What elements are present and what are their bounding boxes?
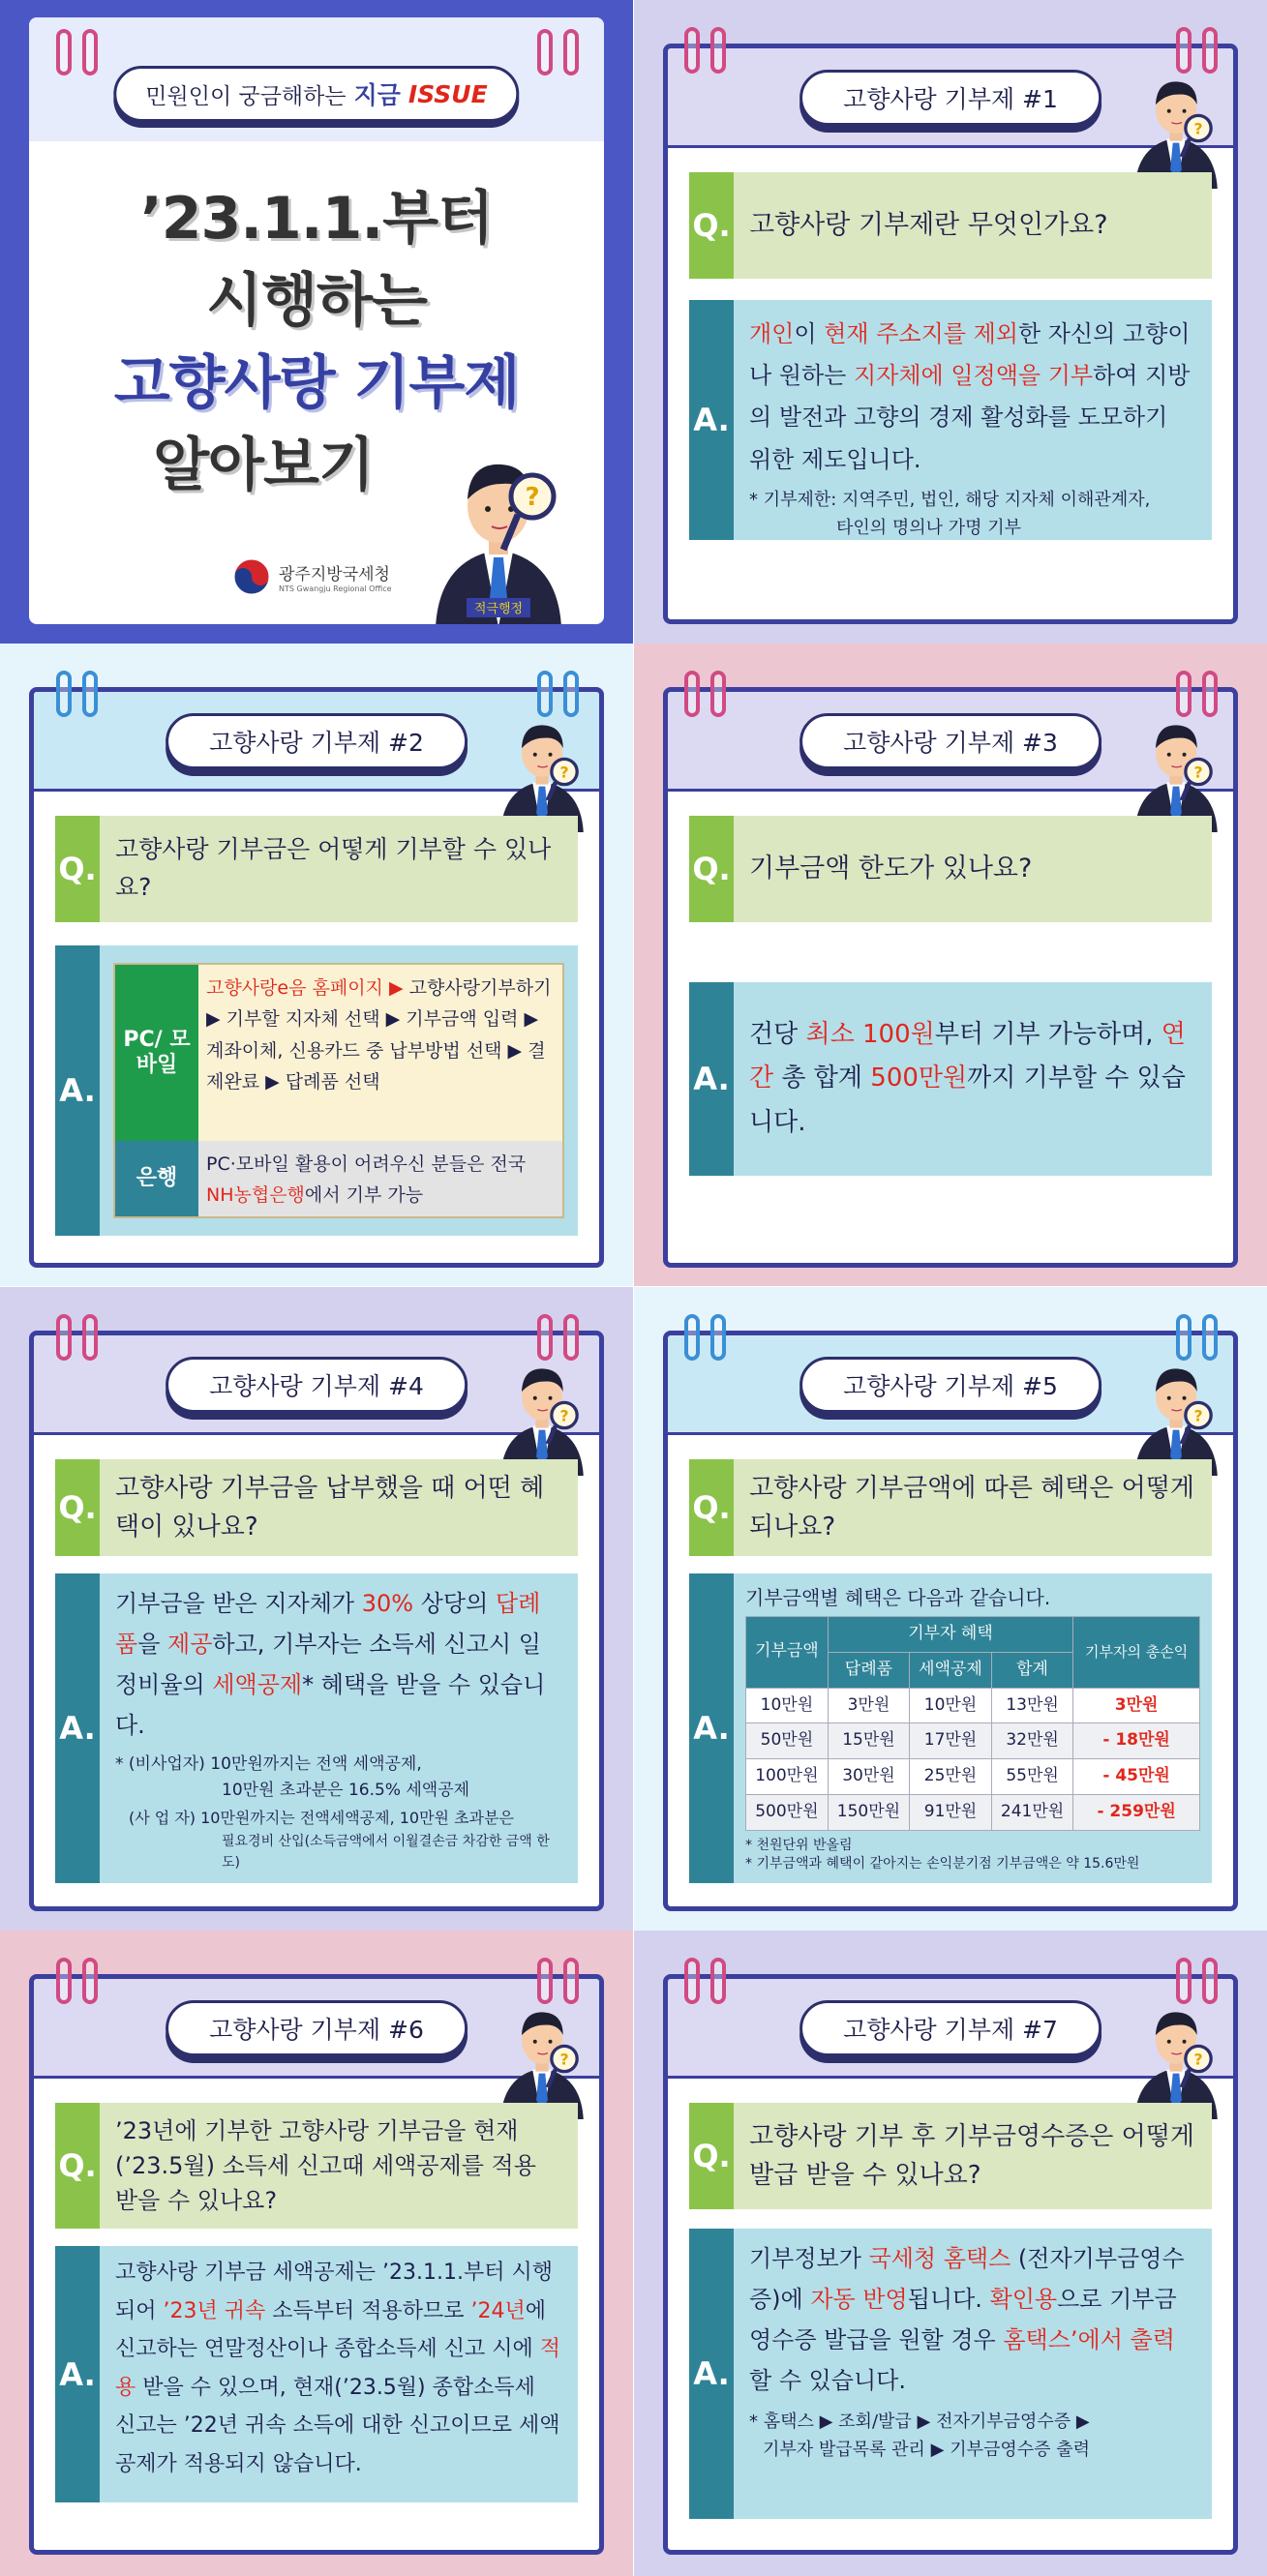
answer-note-2: 기부자 발급목록 관리 ▶ 기부금영수증 출력 (763, 2439, 1091, 2460)
highlight-text: 지자체에 일정액을 기부 (854, 362, 1094, 390)
answer-body (100, 1573, 578, 1883)
table-cell: 17만원 (910, 1723, 992, 1759)
card-title: 고향사랑 기부제 #5 (799, 1357, 1101, 1413)
binder-ring-icon (563, 1314, 579, 1361)
a-label: A. (689, 1573, 734, 1883)
answer-text-segment: 받을 수 있으며, 현재(’23.5월) 종합소득세 신고는 ’22년 귀속 소득에 대한 신고이므로 세액공제가 적용되지 않습니다. (115, 2375, 560, 2476)
highlight-text: 답례품 (115, 1590, 541, 1658)
a-label: A. (689, 2229, 734, 2519)
binder-ring-icon (684, 27, 700, 74)
answer-row (55, 945, 578, 1236)
binder-ring-right (1176, 1314, 1218, 1361)
cover-pill-issue: ISSUE (407, 79, 488, 108)
table-cell: 10만원 (746, 1688, 829, 1723)
binder-ring-icon (710, 1314, 726, 1361)
binder-ring-icon (56, 1314, 72, 1361)
cover-panel (0, 0, 633, 644)
answer-text-segment: 이 (794, 320, 825, 347)
a-label: A. (55, 1573, 100, 1883)
card-title: 고향사랑 기부제 #3 (799, 713, 1101, 769)
cover-org-en: NTS Gwangju Regional Office (279, 584, 392, 593)
binder-ring-icon (56, 1958, 72, 2004)
answer-text-segment: 에 신고하는 연말정산이나 종합소득세 신고 시에 (115, 2298, 547, 2362)
highlight-text: 제공 (167, 1631, 213, 1658)
binder-ring-icon (537, 1958, 553, 2004)
card-5 (663, 1331, 1238, 1911)
highlight-text: 최소 100원 (805, 1019, 935, 1049)
card-4-panel (0, 1287, 633, 1931)
pc-link: 고향사랑e음 홈페이지 ▶ (206, 977, 404, 999)
table-cell: 32만원 (991, 1723, 1072, 1759)
magnifier-man-icon (494, 711, 590, 832)
binder-ring-icon (684, 671, 700, 717)
table-cell: - 18만원 (1073, 1723, 1200, 1759)
table-cell: 25만원 (910, 1759, 992, 1795)
binder-ring-right (1176, 671, 1218, 717)
highlight-text: ’23년 귀속 (163, 2298, 266, 2323)
cover-title-line1: ’23.1.1.부터 (139, 185, 494, 253)
q-label: Q. (55, 2103, 100, 2229)
benefit-table-body (746, 1688, 1200, 1830)
binder-ring-left (56, 1958, 98, 2004)
binder-ring-icon (56, 29, 72, 75)
question-text: 기부금액 한도가 있나요? (734, 816, 1212, 922)
binder-ring-left (684, 27, 726, 74)
binder-ring-icon (56, 671, 72, 717)
card-title: 고향사랑 기부제 #1 (799, 70, 1101, 126)
answer-note-4: 필요경비 산입(소득금액에서 이월결손금 차감한 금액 한도) (222, 1833, 550, 1872)
cover-title-line2: 시행하는 (206, 267, 427, 335)
answer-note-2: * 기부금액과 혜택이 같아지는 손익분기점 기부금액은 약 15.6만원 (745, 1856, 1140, 1872)
answer-text (749, 2238, 1196, 2401)
answer-text-segment: 하고, 기부자는 소득세 신고시 일정비율의 (115, 1631, 541, 1698)
answer-row (55, 1573, 578, 1883)
magnifier-man-icon (1128, 68, 1224, 189)
magnifier-man-icon (494, 1998, 590, 2119)
card-3-panel (634, 644, 1267, 1286)
highlight-text: 국세청 홈택스 (868, 2245, 1011, 2272)
binder-ring-left (56, 671, 98, 717)
table-row (746, 1723, 1200, 1759)
answer-note-1: * 천원단위 반올림 (745, 1837, 853, 1853)
answer-text-segment: 기부금을 받은 지자체가 (115, 1590, 362, 1617)
card-3 (663, 687, 1238, 1268)
q-label: Q. (689, 172, 734, 279)
card-title: 고향사랑 기부제 #7 (799, 2000, 1101, 2056)
answer-text-segment: 까지 기부할 수 있습니다. (749, 1063, 1186, 1137)
answer-text (115, 2254, 562, 2484)
question-row (689, 172, 1212, 279)
card-4 (29, 1331, 604, 1911)
highlight-text: 적용 (115, 2337, 561, 2400)
card-5-panel (634, 1287, 1267, 1931)
binder-ring-icon (1176, 1958, 1192, 2004)
magnifier-man-icon (1128, 711, 1224, 832)
method-text-bank (198, 1141, 562, 1216)
table-row (746, 1688, 1200, 1723)
table-cell: 30만원 (828, 1759, 909, 1795)
table-cell: 500만원 (746, 1794, 829, 1830)
answer-text-segment: 고향사랑 기부금 세액공제는 ’23.1.1.부터 시행되어 (115, 2261, 553, 2323)
highlight-text: 홈택스’에서 출력 (1003, 2326, 1175, 2353)
question-row (55, 1459, 578, 1556)
binder-ring-icon (563, 29, 579, 75)
answer-body (734, 1573, 1212, 1883)
question-row (689, 816, 1212, 922)
bank-red: NH농협은행 (206, 1184, 305, 1207)
q-label: Q. (689, 2103, 734, 2209)
answer-text-segment: (전자기부금영수증)에 (749, 2245, 1185, 2313)
question-text: ’23년에 기부한 고향사랑 기부금을 현재(’23.5월) 소득세 신고때 세액공제를 적용 받을 수 있나요? (100, 2103, 578, 2229)
highlight-text: 30% (361, 1590, 414, 1617)
highlight-text: ’24년 (470, 2298, 526, 2323)
answer-row (689, 982, 1212, 1176)
answer-body (100, 945, 578, 1236)
answer-body (734, 982, 1212, 1176)
answer-text-segment: 소득부터 적용하므로 (265, 2298, 471, 2323)
binder-ring-right (537, 29, 579, 75)
answer-text (749, 1013, 1196, 1146)
table-row (746, 1794, 1200, 1830)
svg-text:?: ? (525, 483, 540, 512)
card-title: 고향사랑 기부제 #4 (166, 1357, 468, 1413)
highlight-text: 세액공제 (212, 1671, 303, 1698)
th-benefit: 기부자 혜택 (828, 1617, 1072, 1653)
method-row-bank (115, 1141, 562, 1216)
answer-note-1: * 기부제한: 지역주민, 법인, 해당 지자체 이해관계자, (749, 489, 1151, 510)
method-table (113, 963, 564, 1218)
cover-org (232, 557, 392, 596)
answer-row (689, 2229, 1212, 2519)
answer-body (734, 300, 1212, 540)
question-row (689, 1459, 1212, 1556)
table-cell: 100만원 (746, 1759, 829, 1795)
answer-text-segment: 을 (137, 1631, 168, 1658)
answer-row (689, 300, 1212, 540)
card-1 (663, 44, 1238, 624)
question-text: 고향사랑 기부제란 무엇인가요? (734, 172, 1212, 279)
answer-text-segment: 하여 지방의 발전과 고향의 경제 활성화를 도모하기 위한 제도입니다. (749, 362, 1191, 473)
card-1-panel (634, 0, 1267, 644)
a-label: A. (689, 300, 734, 540)
th-gift: 답례품 (828, 1652, 909, 1688)
card-2 (29, 687, 604, 1268)
answer-row (689, 1573, 1212, 1883)
cover-title-line3: 고향사랑 기부제 (113, 349, 520, 417)
binder-ring-icon (1176, 671, 1192, 717)
cover-title-line4: 알아보기 (153, 432, 374, 499)
magnifier-man-icon (494, 1355, 590, 1476)
th-tax: 세액공제 (910, 1652, 992, 1688)
binder-ring-icon (1176, 27, 1192, 74)
answer-body (100, 2246, 578, 2502)
answer-text-segment: 부터 기부 가능하며, (934, 1019, 1161, 1049)
binder-ring-icon (1202, 1314, 1218, 1361)
table-cell: 91만원 (910, 1794, 992, 1830)
magnifier-man-icon (1128, 1998, 1224, 2119)
binder-ring-right (537, 1958, 579, 2004)
binder-ring-left (684, 1314, 726, 1361)
method-row-pc (115, 965, 562, 1141)
answer-text (115, 1583, 562, 1746)
a-label: A. (55, 2246, 100, 2502)
th-sum: 합계 (991, 1652, 1072, 1688)
binder-ring-right (1176, 27, 1218, 74)
answer-text-segment: 상당의 (413, 1590, 496, 1617)
table-cell: 3만원 (1073, 1688, 1200, 1723)
cover-pill (113, 66, 519, 122)
card-title: 고향사랑 기부제 #2 (166, 713, 468, 769)
binder-ring-icon (710, 671, 726, 717)
cover-badge: 적극행정 (473, 602, 524, 616)
answer-text-segment: 한 자신의 고향이나 원하는 (749, 320, 1191, 390)
bank-text: PC·모바일 활용이 어려우신 분들은 전국 (206, 1153, 527, 1175)
government-emblem-icon (232, 557, 271, 596)
answer-text-segment: 할 수 있습니다. (749, 2367, 906, 2394)
answer-text-segment: * 혜택을 받을 수 있습니다. (115, 1671, 546, 1739)
question-row (689, 2103, 1212, 2209)
answer-intro: 기부금액별 혜택은 다음과 같습니다. (745, 1586, 1051, 1609)
q-label: Q. (689, 1459, 734, 1556)
table-cell: - 259만원 (1073, 1794, 1200, 1830)
binder-ring-left (56, 29, 98, 75)
question-text: 고향사랑 기부 후 기부금영수증은 어떻게 발급 받을 수 있나요? (734, 2103, 1212, 2209)
pc-steps: 고향사랑기부하기 ▶ 기부할 지자체 선택 ▶ 기부금액 입력 ▶ 계좌이체, 신용카드 중 납부방법 선택 ▶ 결제완료 ▶ 답례품 선택 (206, 977, 552, 1093)
binder-ring-icon (82, 1314, 98, 1361)
answer-text-segment: 으로 기부금영수증 발급을 원할 경우 (749, 2286, 1177, 2353)
binder-ring-icon (537, 29, 553, 75)
binder-ring-icon (1176, 1314, 1192, 1361)
answer-text-segment: 건당 (749, 1019, 806, 1049)
table-cell: - 45만원 (1073, 1759, 1200, 1795)
highlight-text: 개인 (749, 320, 795, 347)
binder-ring-icon (563, 671, 579, 717)
binder-ring-icon (684, 1314, 700, 1361)
highlight-text: 현재 주소지를 제외 (824, 320, 1018, 347)
cover-org-kr: 광주지방국세청 (279, 565, 390, 584)
card-6 (29, 1974, 604, 2555)
card-6-panel (0, 1931, 633, 2576)
q-label: Q. (689, 816, 734, 922)
table-cell: 15만원 (828, 1723, 909, 1759)
highlight-text: 확인용 (989, 2286, 1058, 2313)
q-label: Q. (55, 816, 100, 922)
a-label: A. (689, 982, 734, 1176)
method-label-pc: PC/ 모바일 (115, 965, 198, 1141)
highlight-text: 연간 (749, 1019, 1186, 1093)
method-label-bank: 은행 (115, 1141, 198, 1216)
card-2-panel (0, 644, 633, 1286)
binder-ring-left (684, 1958, 726, 2004)
binder-ring-left (684, 671, 726, 717)
card-7 (663, 1974, 1238, 2555)
question-text: 고향사랑 기부금은 어떻게 기부할 수 있나요? (100, 816, 578, 922)
binder-ring-icon (537, 671, 553, 717)
table-cell: 3만원 (828, 1688, 909, 1723)
table-cell: 150만원 (828, 1794, 909, 1830)
table-cell: 10만원 (910, 1688, 992, 1723)
answer-text-segment: 총 합계 (773, 1063, 871, 1093)
answer-row (55, 2246, 578, 2502)
highlight-text: 자동 반영 (810, 2286, 908, 2313)
magnifier-man-icon (1128, 1355, 1224, 1476)
highlight-text: 500만원 (870, 1063, 968, 1093)
cover-pill-prefix: 민원인이 궁금해하는 (145, 83, 347, 109)
table-cell: 55만원 (991, 1759, 1072, 1795)
th-amount: 기부금액 (746, 1617, 829, 1689)
answer-text-segment: 기부정보가 (749, 2245, 869, 2272)
answer-body (734, 2229, 1212, 2519)
benefit-table (745, 1616, 1200, 1831)
card-title: 고향사랑 기부제 #6 (166, 2000, 468, 2056)
table-row (746, 1759, 1200, 1795)
binder-ring-right (537, 1314, 579, 1361)
binder-ring-left (56, 1314, 98, 1361)
question-text: 고향사랑 기부금액에 따른 혜택은 어떻게 되나요? (734, 1459, 1212, 1556)
binder-ring-icon (1202, 1958, 1218, 2004)
binder-ring-icon (537, 1314, 553, 1361)
cover-pill-now: 지금 (353, 81, 401, 109)
binder-ring-icon (684, 1958, 700, 2004)
binder-ring-icon (710, 1958, 726, 2004)
answer-note-1: * (비사업자) 10만원까지는 전액 세액공제, (115, 1754, 422, 1774)
answer-note-2: 타인의 명의나 가명 기부 (836, 517, 1022, 538)
bank-tail: 에서 기부 가능 (304, 1184, 424, 1207)
card-7-panel (634, 1931, 1267, 2576)
binder-ring-icon (563, 1958, 579, 2004)
binder-ring-icon (1202, 671, 1218, 717)
question-text: 고향사랑 기부금을 납부했을 때 어떤 혜택이 있나요? (100, 1459, 578, 1556)
method-text-pc (198, 965, 562, 1141)
binder-ring-icon (82, 29, 98, 75)
table-cell: 50만원 (746, 1723, 829, 1759)
binder-ring-icon (1202, 27, 1218, 74)
answer-note-2: 10만원 초과분은 16.5% 세액공제 (222, 1781, 470, 1801)
a-label: A. (55, 945, 100, 1236)
table-cell: 241만원 (991, 1794, 1072, 1830)
binder-ring-right (1176, 1958, 1218, 2004)
th-loss: 기부자의 총손익 (1073, 1617, 1200, 1689)
answer-note-3: (사 업 자) 10만원까지는 전액세액공제, 10만원 초과분은 (129, 1809, 514, 1828)
q-label: Q. (55, 1459, 100, 1556)
magnifier-man-icon (426, 443, 571, 624)
question-row (55, 2103, 578, 2229)
binder-ring-icon (710, 27, 726, 74)
answer-text-segment: 됩니다. (907, 2286, 990, 2313)
binder-ring-icon (82, 671, 98, 717)
answer-text (749, 314, 1196, 481)
question-row (55, 816, 578, 922)
cover-card (29, 17, 604, 624)
binder-ring-icon (82, 1958, 98, 2004)
binder-ring-right (537, 671, 579, 717)
table-cell: 13만원 (991, 1688, 1072, 1723)
answer-note-1: * 홈택스 ▶ 조회/발급 ▶ 전자기부금영수증 ▶ (749, 2411, 1090, 2432)
